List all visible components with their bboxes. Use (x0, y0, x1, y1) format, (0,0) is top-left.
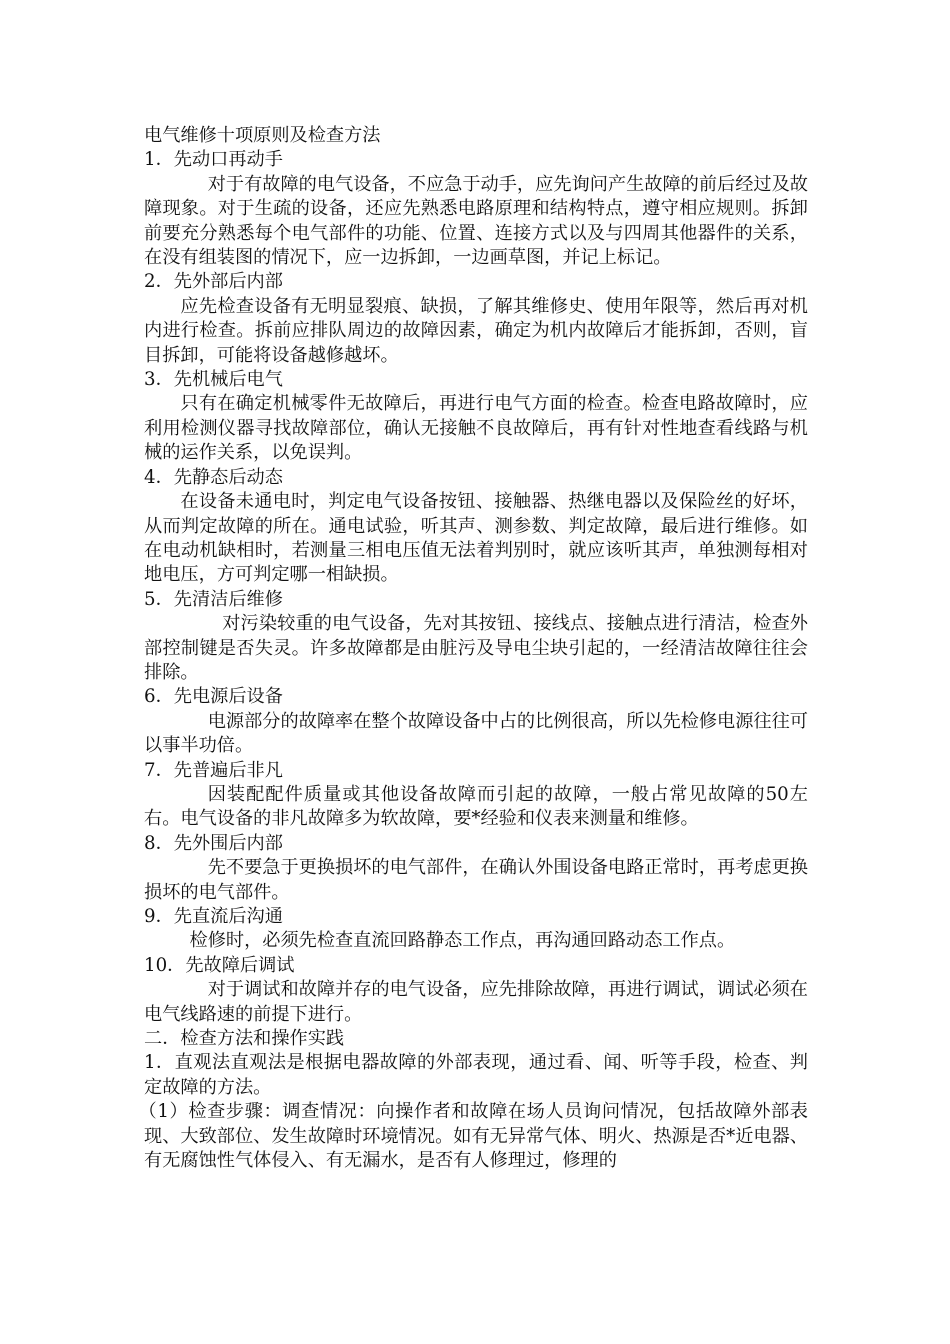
part2-item-1: 1．直观法直观法是根据电器故障的外部表现，通过看、闻、听等手段，检查、判定故障的方法。 (144, 1052, 808, 1098)
section-heading-8: 8．先外围后内部 (144, 832, 283, 854)
section-body-6: 电源部分的故障率在整个故障设备中占的比例很高，所以先检修电源往往可以事半功倍。 (144, 710, 808, 757)
section-heading-2: 2．先外部后内部 (144, 271, 283, 293)
part2-step-1: （1）检查步骤：调查情况：向操作者和故障在场人员询问情况，包括故障外部表现、大致部位、发生故障时环境情况。如有无异常气体、明火、热源是否*近电器、有无腐蚀性气体侵入、有无漏水，是否有人修理过，修理的 (138, 1101, 808, 1172)
document-page (138, 124, 808, 1173)
section-heading-10: 10．先故障后调试 (144, 954, 295, 976)
section-body-9: 检修时，必须先检查直流回路静态工作点，再沟通回路动态工作点。 (189, 930, 736, 952)
section-body-3: 只有在确定机械零件无故障后，再进行电气方面的检查。检查电路故障时，应利用检测仪器寻找故障部位，确认无接触不良故障后，再有针对性地查看线路与机械的运作关系，以免误判。 (144, 393, 808, 464)
document-title: 电气维修十项原则及检查方法 (144, 125, 381, 146)
section-body-1: 对于有故障的电气设备，不应急于动手，应先询问产生故障的前后经过及故障现象。对于生疏的设备，还应先熟悉电路原理和结构特点，遵守相应规则。拆卸前要充分熟悉每个电气部件的功能、位置、连接方式以及与四周其他器件的关系，在没有组装图的情况下，应一边拆卸，一边画草图，并记上标记。 (144, 173, 808, 269)
section-body-5: 对污染较重的电气设备，先对其按钮、接线点、接触点进行清洁，检查外部控制键是否失灵。许多故障都是由脏污及导电尘块引起的，一经清洁故障往往会排除。 (144, 613, 808, 683)
section-body-8: 先不要急于更换损坏的电气部件，在确认外围设备电路正常时，再考虑更换损坏的电气部件。 (144, 857, 808, 903)
section-heading-1: 1．先动口再动手 (144, 149, 283, 171)
section-heading-6: 6．先电源后设备 (144, 686, 283, 708)
section-heading-4: 4．先静态后动态 (144, 466, 283, 488)
section-heading-3: 3．先机械后电气 (144, 369, 283, 391)
section-heading-5: 5．先清洁后维修 (144, 588, 283, 610)
part2-heading: 二．检查方法和操作实践 (144, 1028, 345, 1050)
section-heading-7: 7．先普遍后非凡 (144, 759, 283, 781)
section-body-10: 对于调试和故障并存的电气设备，应先排除故障，再进行调试，调试必须在电气线路速的前提下进行。 (144, 979, 808, 1025)
section-heading-9: 9．先直流后沟通 (144, 906, 283, 927)
section-body-4: 在设备未通电时，判定电气设备按钮、接触器、热继电器以及保险丝的好坏，从而判定故障的所在。通电试验，听其声、测参数、判定故障，最后进行维修。如在电动机缺相时，若测量三相电压值无法着判别时，就应该听其声，单独测每相对地电压，方可判定哪一相缺损。 (144, 491, 808, 586)
section-body-2: 应先检查设备有无明显裂痕、缺损，了解其维修史、使用年限等，然后再对机内进行检查。拆前应排队周边的故障因素，确定为机内故障后才能拆卸，否则，盲目拆卸，可能将设备越修越坏。 (144, 295, 808, 366)
section-body-7: 因装配配件质量或其他设备故障而引起的故障，一般占常见故障的50左右。电气设备的非凡故障多为软故障，要*经验和仪表来测量和维修。 (144, 783, 808, 830)
